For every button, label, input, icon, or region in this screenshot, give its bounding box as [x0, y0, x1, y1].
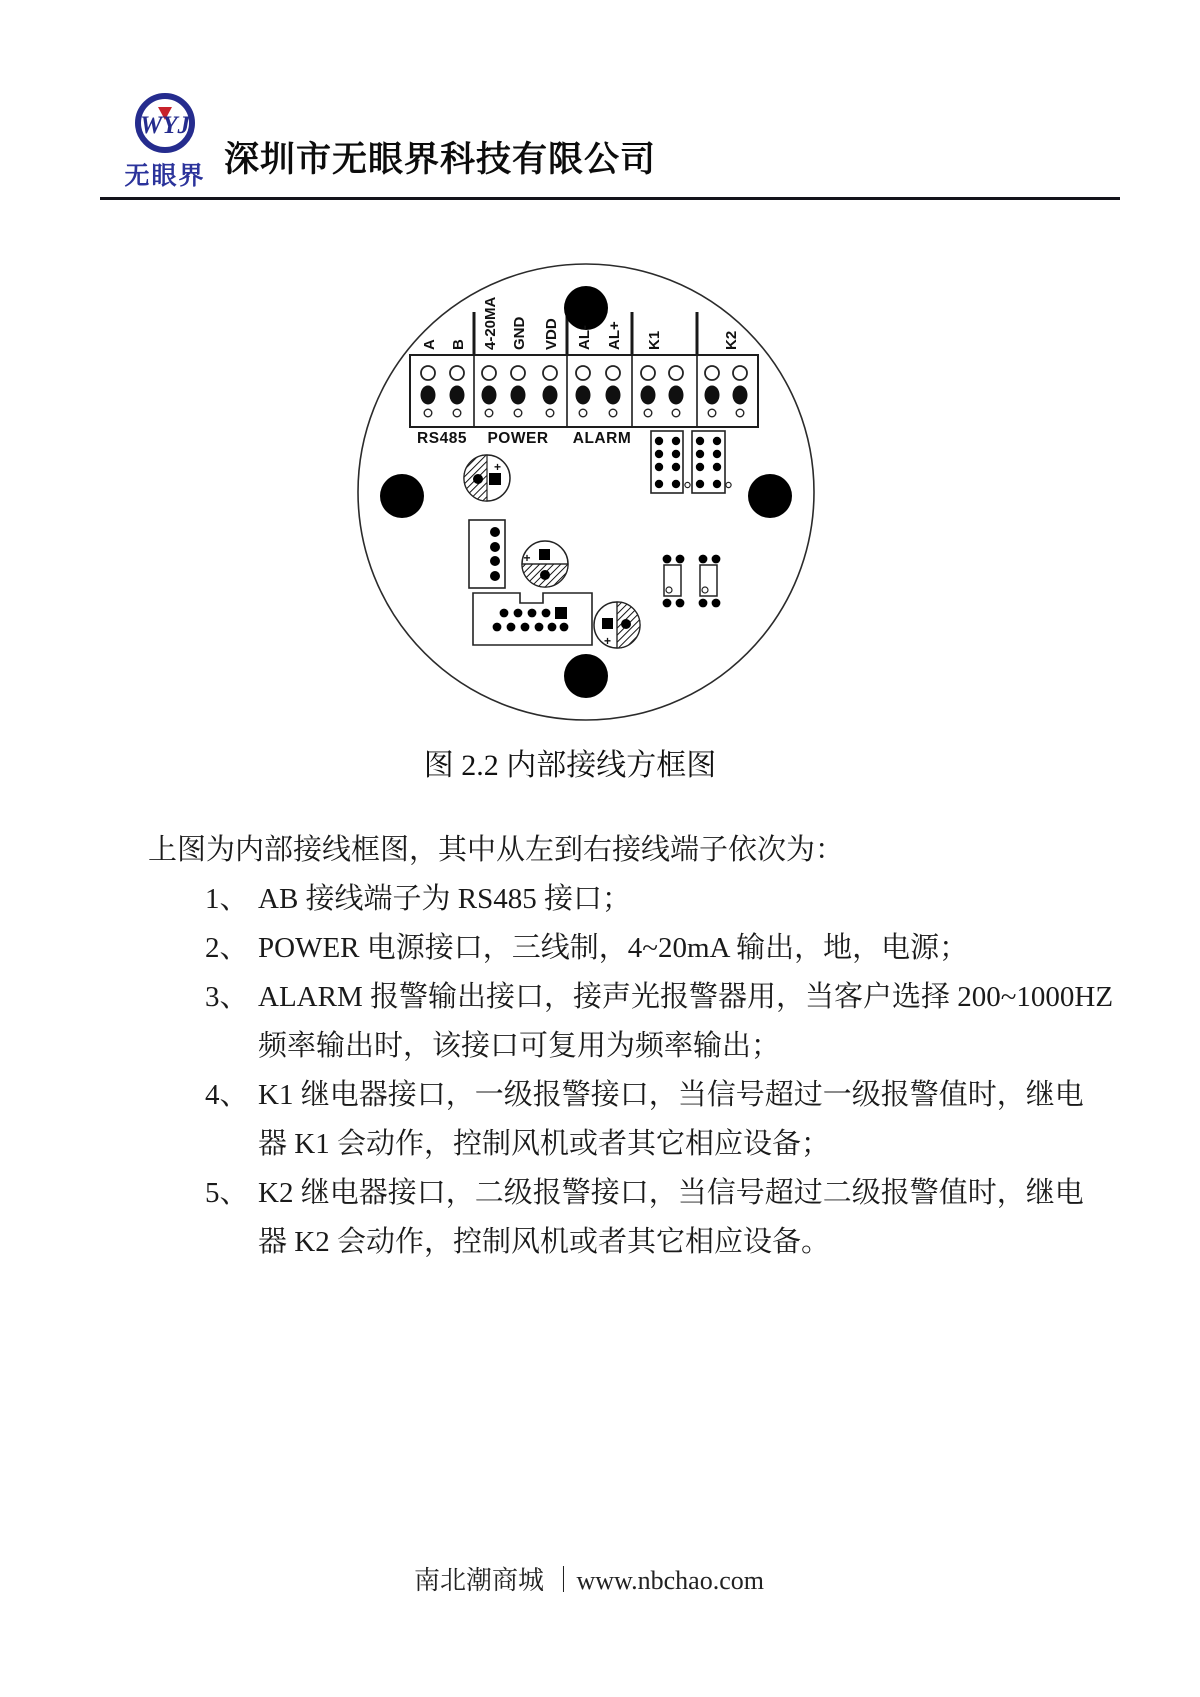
list-item-5-continued: 器 K2 会动作，控制风机或者其它相应设备。 [258, 1226, 830, 1258]
terminal-label: VDD [543, 318, 560, 350]
list-text: POWER 电源接口，三线制，4~20mA 输出，地，电源； [258, 932, 969, 964]
terminal-label: K1 [646, 330, 663, 350]
list-number: 2、 [205, 932, 249, 964]
group-label-alarm: ALARM [572, 430, 632, 447]
list-text: K2 继电器接口，二级报警接口，当信号超过二级报警值时，继电 [258, 1177, 1084, 1209]
polarity-plus: + [604, 634, 612, 648]
terminal-label: 4-20MA [482, 296, 499, 350]
pcb-wiring-diagram [330, 230, 842, 730]
header-rule [100, 197, 1120, 200]
figure-caption: 图 2.2 内部接线方框图 [423, 749, 717, 782]
polarity-plus: + [494, 460, 502, 474]
terminal-label: AL- [576, 325, 593, 350]
list-number: 5、 [205, 1177, 249, 1209]
list-item-1 [0, 875, 1200, 924]
list-number: 4、 [205, 1079, 249, 1111]
logo-letters: WYJ [140, 112, 190, 139]
list-item-4-continued: 器 K1 会动作，控制风机或者其它相应设备； [258, 1128, 830, 1160]
list-item-4 [0, 1071, 1200, 1120]
logo-wordmark: 无眼界 [124, 162, 206, 190]
list-text: ALARM 报警输出接口，接声光报警器用，当客户选择 200~1000HZ [258, 981, 1114, 1013]
terminal-label: AL+ [606, 321, 623, 350]
list-number: 3、 [205, 981, 249, 1013]
terminal-label: A [421, 339, 438, 350]
mounting-hole-bottom [564, 654, 608, 698]
group-label-power: POWER [487, 430, 549, 447]
capacitor-1 [464, 455, 510, 501]
mounting-hole-top [564, 286, 608, 330]
mounting-hole-right [748, 474, 792, 518]
mounting-hole-left [380, 474, 424, 518]
connector-4pin [469, 520, 505, 588]
capacitor-3 [594, 602, 640, 648]
logo-ring-icon [138, 96, 192, 150]
intro-paragraph: 上图为内部接线框图，其中从左到右接线端子依次为： [148, 834, 845, 866]
footer-text: 南北潮商城 ｜www.nbchao.com [414, 1566, 764, 1595]
capacitor-2 [522, 541, 568, 587]
list-item-5 [0, 1169, 1200, 1218]
list-text: AB 接线端子为 RS485 接口； [258, 883, 632, 915]
list-text: K1 继电器接口，一级报警接口，当信号超过一级报警值时，继电 [258, 1079, 1084, 1111]
terminal-label: B [450, 339, 467, 350]
company-name: 深圳市无眼界科技有限公司 [224, 140, 657, 179]
terminal-label: K2 [723, 330, 740, 350]
terminal-group-labels [417, 430, 631, 447]
body-text [0, 826, 1200, 1267]
polarity-plus: + [523, 551, 531, 565]
list-item-2 [0, 924, 1200, 973]
terminal-label: GND [511, 316, 528, 350]
list-number: 1、 [205, 883, 249, 915]
list-item-3 [0, 973, 1200, 1022]
page-footer [0, 1560, 1178, 1597]
group-label-rs485: RS485 [417, 430, 467, 447]
pin-header-grid-2 [692, 431, 731, 493]
company-logo [100, 88, 230, 200]
list-item-3-continued: 频率输出时，该接口可复用为频率输出； [258, 1030, 781, 1062]
